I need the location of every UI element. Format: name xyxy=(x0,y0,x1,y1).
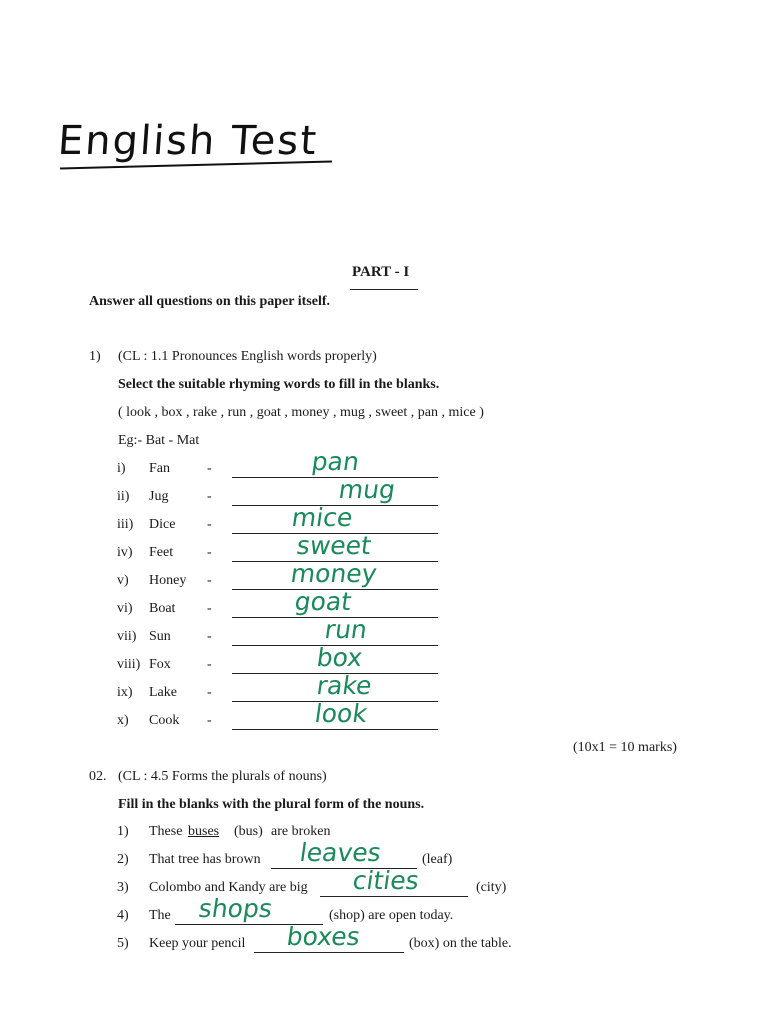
q1-item-word: Jug xyxy=(149,489,169,504)
q2-item-after: (shop) are open today. xyxy=(329,908,454,923)
test-title: English Test xyxy=(56,118,320,164)
q1-handwritten-answer: money xyxy=(288,559,379,588)
q2-item-num: 2) xyxy=(117,852,129,867)
q1-item-num: v) xyxy=(117,573,129,588)
q1-item xyxy=(117,671,447,705)
q1-word-bank: ( look , box , rake , run , goat , money , mug , sweet , pan , mice ) xyxy=(118,405,484,420)
q2-item-before: These xyxy=(149,824,183,839)
q1-item xyxy=(117,587,447,621)
q1-item-dash: - xyxy=(207,657,212,672)
q2-handwritten-answer: shops xyxy=(196,894,275,923)
q2-item-before: That tree has brown xyxy=(149,852,261,867)
q1-item-dash: - xyxy=(207,573,212,588)
q1-item-num: ii) xyxy=(117,489,130,504)
q1-item-dash: - xyxy=(207,545,212,560)
q2-handwritten-answer: boxes xyxy=(284,922,362,951)
q2-prompt: Fill in the blanks with the plural form of the nouns. xyxy=(118,797,425,812)
q1-item-num: ix) xyxy=(117,685,133,700)
q2-handwritten-answer: cities xyxy=(350,866,421,895)
q2-cl: (CL : 4.5 Forms the plurals of nouns) xyxy=(118,769,327,784)
q1-item-num: iv) xyxy=(117,545,133,560)
q1-item-dash: - xyxy=(207,713,212,728)
q1-answer-blank[interactable] xyxy=(232,729,438,730)
q1-item-num: i) xyxy=(117,461,126,476)
q1-item-word: Cook xyxy=(149,713,180,728)
q1-handwritten-answer: mice xyxy=(289,503,355,532)
q1-item xyxy=(117,559,447,593)
q1-marks: (10x1 = 10 marks) xyxy=(573,740,677,755)
q1-answer-blank[interactable] xyxy=(232,477,438,478)
q2-item-after: (leaf) xyxy=(422,852,453,867)
q1-item-word: Sun xyxy=(149,629,171,644)
q1-cl: (CL : 1.1 Pronounces English words properly) xyxy=(118,349,377,364)
q2-item-num: 3) xyxy=(117,880,129,895)
q1-number: 1) xyxy=(89,349,101,364)
q2-item-after: are broken xyxy=(271,824,331,839)
q1-item xyxy=(117,531,447,565)
q1-item-dash: - xyxy=(207,629,212,644)
q2-item-before: Colombo and Kandy are big xyxy=(149,880,308,895)
q1-handwritten-answer: rake xyxy=(314,671,374,700)
q2-item-after: (box) on the table. xyxy=(409,936,512,951)
q1-item-num: iii) xyxy=(117,517,134,532)
q1-handwritten-answer: goat xyxy=(292,587,354,616)
q1-item-dash: - xyxy=(207,601,212,616)
q2-answer-blank[interactable] xyxy=(320,896,468,897)
q1-item xyxy=(117,503,447,537)
q2-item-hint: (bus) xyxy=(234,824,263,839)
q2-item-before: Keep your pencil xyxy=(149,936,246,951)
part-heading-underline xyxy=(350,289,418,290)
q1-item-num: x) xyxy=(117,713,129,728)
q1-item-num: vii) xyxy=(117,629,137,644)
q1-prompt: Select the suitable rhyming words to fill in the blanks. xyxy=(118,377,440,392)
q1-handwritten-answer: run xyxy=(322,615,370,644)
q1-handwritten-answer: sweet xyxy=(294,531,374,560)
q2-item xyxy=(117,922,637,956)
q2-item-before: The xyxy=(149,908,171,923)
q2-item xyxy=(117,894,637,928)
q1-handwritten-answer: mug xyxy=(336,475,398,504)
q2-item-num: 4) xyxy=(117,908,129,923)
q1-item-word: Fan xyxy=(149,461,170,476)
q1-item-word: Fox xyxy=(149,657,171,672)
q1-handwritten-answer: pan xyxy=(309,447,362,476)
q2-item-num: 5) xyxy=(117,936,129,951)
q2-item-num: 1) xyxy=(117,824,129,839)
q1-item-word: Boat xyxy=(149,601,176,616)
q1-item-num: viii) xyxy=(117,657,141,672)
q1-item-dash: - xyxy=(207,517,212,532)
q1-item-num: vi) xyxy=(117,601,133,616)
q1-handwritten-answer: box xyxy=(314,643,365,672)
q1-item-dash: - xyxy=(207,461,212,476)
q1-item-word: Lake xyxy=(149,685,177,700)
q1-handwritten-answer: look xyxy=(312,699,370,728)
q1-item xyxy=(117,447,447,481)
q2-answer-blank[interactable] xyxy=(254,952,404,953)
q2-item xyxy=(117,866,637,900)
instruction: Answer all questions on this paper itself. xyxy=(89,294,331,309)
q1-example: Eg:- Bat - Mat xyxy=(118,433,200,448)
q1-item xyxy=(117,615,447,649)
q2-handwritten-answer: leaves xyxy=(297,838,383,867)
q2-number: 02. xyxy=(89,769,107,784)
part-heading: PART - I xyxy=(352,264,410,280)
q2-item-after: (city) xyxy=(476,880,507,895)
q1-item xyxy=(117,643,447,677)
q1-item-word: Dice xyxy=(149,517,176,532)
q1-item-word: Honey xyxy=(149,573,187,588)
q1-item-dash: - xyxy=(207,489,212,504)
q1-item-dash: - xyxy=(207,685,212,700)
q1-item xyxy=(117,699,447,733)
q2-item-typed-answer: buses xyxy=(188,824,220,839)
q1-item xyxy=(117,475,447,509)
q1-item-word: Feet xyxy=(149,545,174,560)
